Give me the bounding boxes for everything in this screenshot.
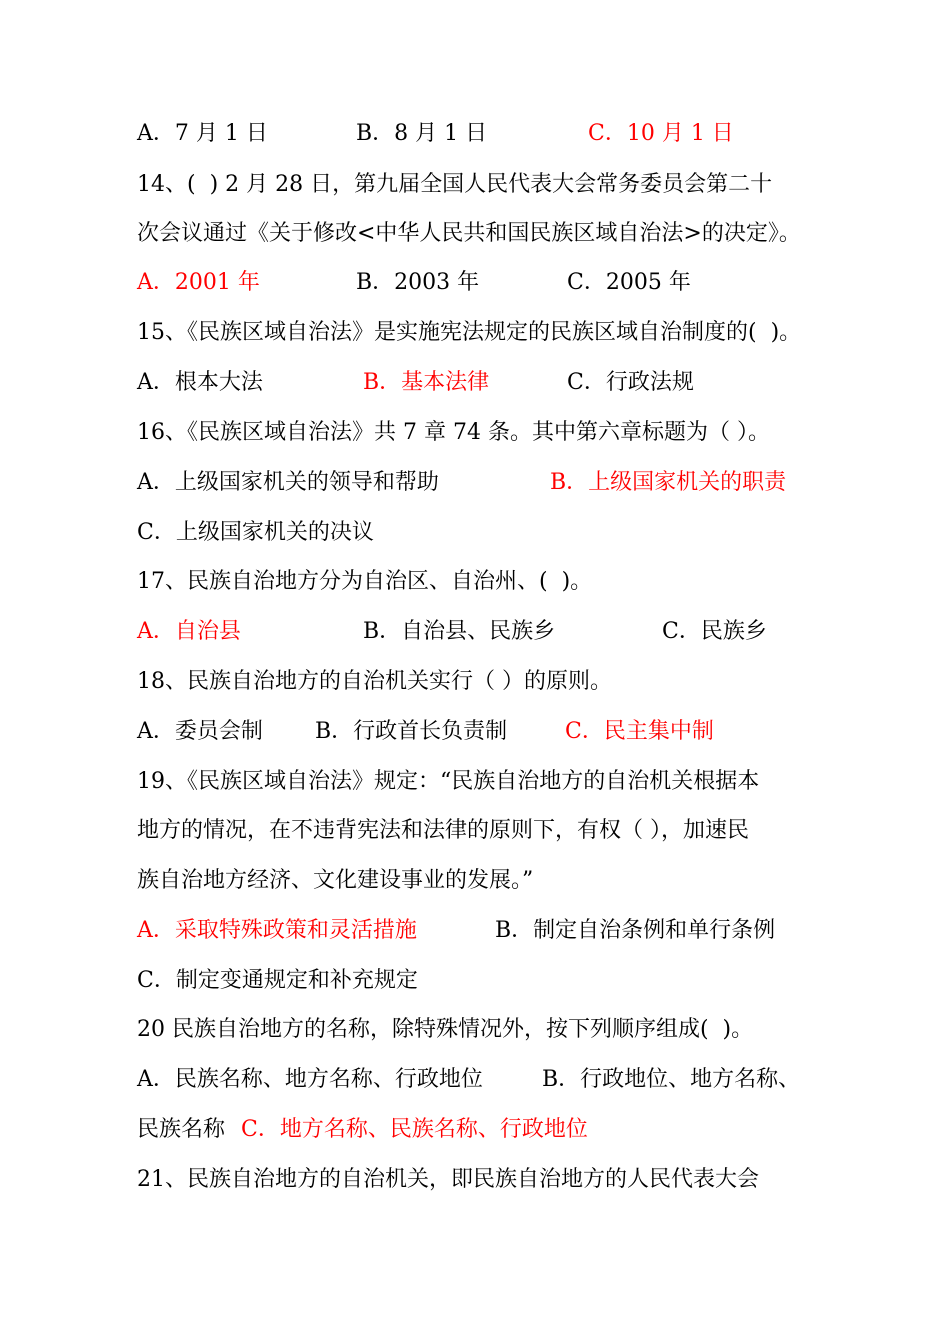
q18-option-c-answer: C．民主集中制 xyxy=(565,719,714,744)
q13-option-a: A．7 月 1 日 xyxy=(137,121,268,146)
q17-option-a-answer: A．自治县 xyxy=(137,619,241,644)
q14-option-c: C．2005 年 xyxy=(567,270,691,295)
q21-stem-line-1: 21、民族自治地方的自治机关，即民族自治地方的人民代表大会 xyxy=(137,1167,759,1192)
q15-stem-line-1: 15、《民族区域自治法》是实施宪法规定的民族区域自治制度的( )。 xyxy=(137,320,802,345)
q18-stem-line-1: 18、民族自治地方的自治机关实行（ ）的原则。 xyxy=(137,669,612,694)
q19-option-a-answer: A．采取特殊政策和灵活措施 xyxy=(137,918,417,943)
q15-option-a: A．根本大法 xyxy=(137,370,263,395)
q15-option-c: C．行政法规 xyxy=(567,370,694,395)
q20-option-b-continued: 民族名称 xyxy=(137,1117,226,1142)
q17-stem-line-1: 17、民族自治地方分为自治区、自治州、( )。 xyxy=(137,569,593,594)
q14-stem-line-1: 14、( ) 2 月 28 日，第九届全国人民代表大会常务委员会第二十 xyxy=(137,172,773,197)
q13-option-c-answer: C．10 月 1 日 xyxy=(588,121,734,146)
q20-option-c-answer: C．地方名称、民族名称、行政地位 xyxy=(241,1117,588,1142)
q19-stem-line-2: 地方的情况，在不违背宪法和法律的原则下，有权（ ），加速民 xyxy=(137,818,749,843)
q16-option-a: A．上级国家机关的领导和帮助 xyxy=(137,470,439,495)
q14-option-b: B．2003 年 xyxy=(356,270,480,295)
q20-option-a: A．民族名称、地方名称、行政地位 xyxy=(137,1067,483,1092)
q13-option-b: B．8 月 1 日 xyxy=(356,121,488,146)
q19-stem-line-1: 19、《民族区域自治法》规定：“民族自治地方的自治机关根据本 xyxy=(137,769,760,794)
q17-option-b: B．自治县、民族乡 xyxy=(363,619,556,644)
q17-option-c: C．民族乡 xyxy=(662,619,767,644)
q16-option-c: C．上级国家机关的决议 xyxy=(137,520,374,545)
q16-stem-line-1: 16、《民族区域自治法》共 7 章 74 条。其中第六章标题为（ ）。 xyxy=(137,420,770,445)
q18-option-a: A．委员会制 xyxy=(137,719,263,744)
q19-option-c: C．制定变通规定和补充规定 xyxy=(137,968,418,993)
q18-option-b: B．行政首长负责制 xyxy=(315,719,508,744)
q16-option-b-answer: B．上级国家机关的职责 xyxy=(550,470,787,495)
q15-option-b-answer: B．基本法律 xyxy=(363,370,490,395)
q19-stem-line-3: 族自治地方经济、文化建设事业的发展。” xyxy=(137,868,534,893)
q19-option-b: B．制定自治条例和单行条例 xyxy=(495,918,776,943)
q14-option-a-answer: A．2001 年 xyxy=(137,270,260,295)
q14-stem-line-2: 次会议通过《关于修改<中华人民共和国民族区域自治法>的决定》。 xyxy=(137,221,801,246)
q20-stem-line-1: 20 民族自治地方的名称，除特殊情况外，按下列顺序组成( )。 xyxy=(137,1017,754,1042)
q20-option-b: B．行政地位、地方名称、 xyxy=(542,1067,801,1092)
